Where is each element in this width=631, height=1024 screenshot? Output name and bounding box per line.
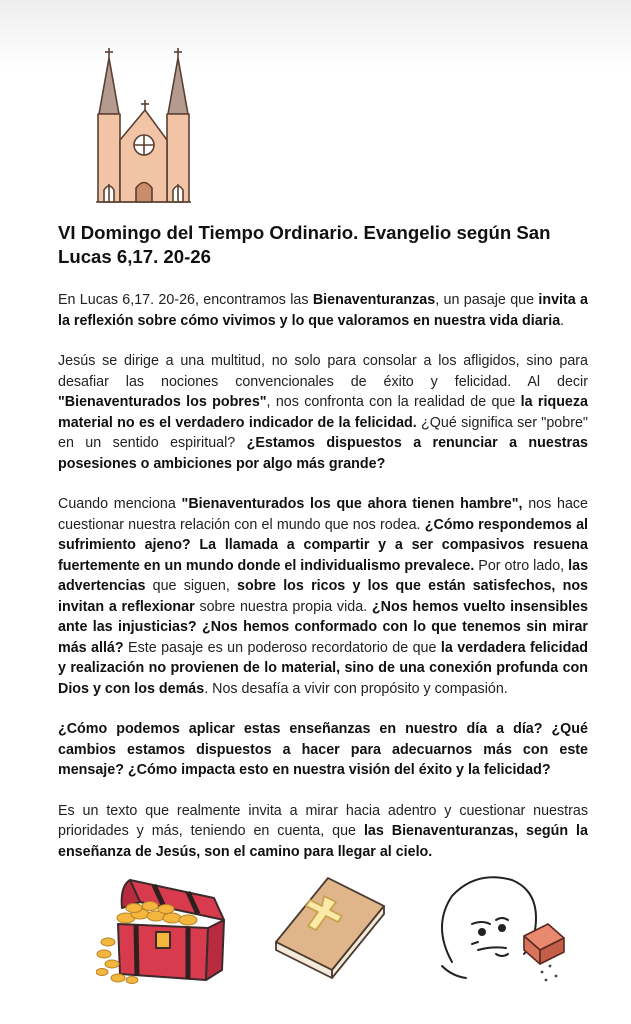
text-segment: Es un texto que realmente invita a mirar hacia adentro y cuestionar nuestras prioridades y más, teniendo en cuenta, que [58, 802, 588, 839]
text-segment: Cuando menciona [58, 496, 182, 512]
text-segment: que siguen, [145, 578, 238, 594]
page-title: VI Domingo del Tiempo Ordinario. Evangelio según San Lucas 6,17. 20-26 [58, 222, 551, 267]
bold-text: "Bienaventurados los pobres" [58, 394, 267, 410]
text-segment: Jesús se dirige a una multitud, no solo para consolar a los afligidos, sino para desafiar las nociones convencionales de éxito y felicidad. Al decir [58, 353, 588, 390]
bold-text: invita a la reflexión sobre cómo vivimos y lo que valoramos en nuestra vida diaria [58, 292, 588, 329]
bold-text: la riqueza material no es el verdadero indicador de la felicidad. [58, 394, 588, 431]
bold-text: ¿Cómo podemos aplicar estas enseñanzas en nuestro día a día? ¿Qué cambios estamos dispuestos a hacer para adecuarnos más con este mensaje? ¿Cómo impacta esto en nuestra visión del éxito y la felicidad? [58, 721, 588, 778]
article-body [58, 290, 588, 882]
text-segment: En Lucas 6,17. 20-26, encontramos las [58, 292, 313, 308]
text-segment: . Nos desafía a vivir con propósito y compasión. [204, 680, 508, 697]
paragraph-1 [58, 290, 588, 331]
paragraph-5 [58, 801, 588, 863]
thinking-face-icon [432, 866, 574, 986]
paragraph-3 [58, 494, 588, 699]
text-segment: Por otro lado, [474, 557, 569, 574]
bold-text: la verdadera felicidad y realización no provienen de lo material, sino de una conexión profunda con Dios y con los demás [58, 639, 588, 697]
bold-text: sobre los ricos y los que están satisfechos, nos invitan a reflexionar [58, 578, 589, 615]
paragraph-2 [58, 351, 588, 474]
paragraph-4 [58, 719, 588, 781]
text-segment: ¿Qué significa ser "pobre" en un sentido espiritual? [58, 414, 588, 451]
bold-text: "Bienaventurados los que ahora tienen hambre", [181, 496, 523, 512]
text-segment: nos hace cuestionar nuestra relación con el mundo que nos rodea. [58, 496, 588, 533]
treasure-chest-icon [96, 868, 236, 984]
text-segment: . [560, 312, 565, 329]
text-segment: , nos confronta con la realidad de que [266, 394, 521, 410]
bible-icon [268, 870, 388, 980]
bold-text: Bienaventuranzas [312, 292, 436, 308]
text-segment: sobre nuestra propia vida. [194, 598, 372, 615]
bold-text: ¿Nos hemos vuelto insensibles ante las injusticias? ¿Nos hemos conformado con lo que tenemos sin mirar más allá? [58, 598, 589, 656]
bold-text: las advertencias [58, 557, 589, 594]
bold-text: ¿Cómo respondemos al sufrimiento ajeno? La llamada a compartir y a ser compasivos resuena fuertemente en un mundo donde el individualismo prevalece. [58, 516, 588, 574]
bold-text: ¿Estamos dispuestos a renunciar a nuestras posesiones o ambiciones por algo más grande? [58, 435, 589, 472]
text-segment: Este pasaje es un poderoso recordatorio de que [123, 639, 441, 656]
text-segment: , un pasaje que [435, 292, 539, 308]
bold-text: las Bienaventuranzas, según la enseñanza de Jesús, son el camino para llegar al cielo. [58, 823, 588, 860]
church-icon [94, 44, 198, 206]
